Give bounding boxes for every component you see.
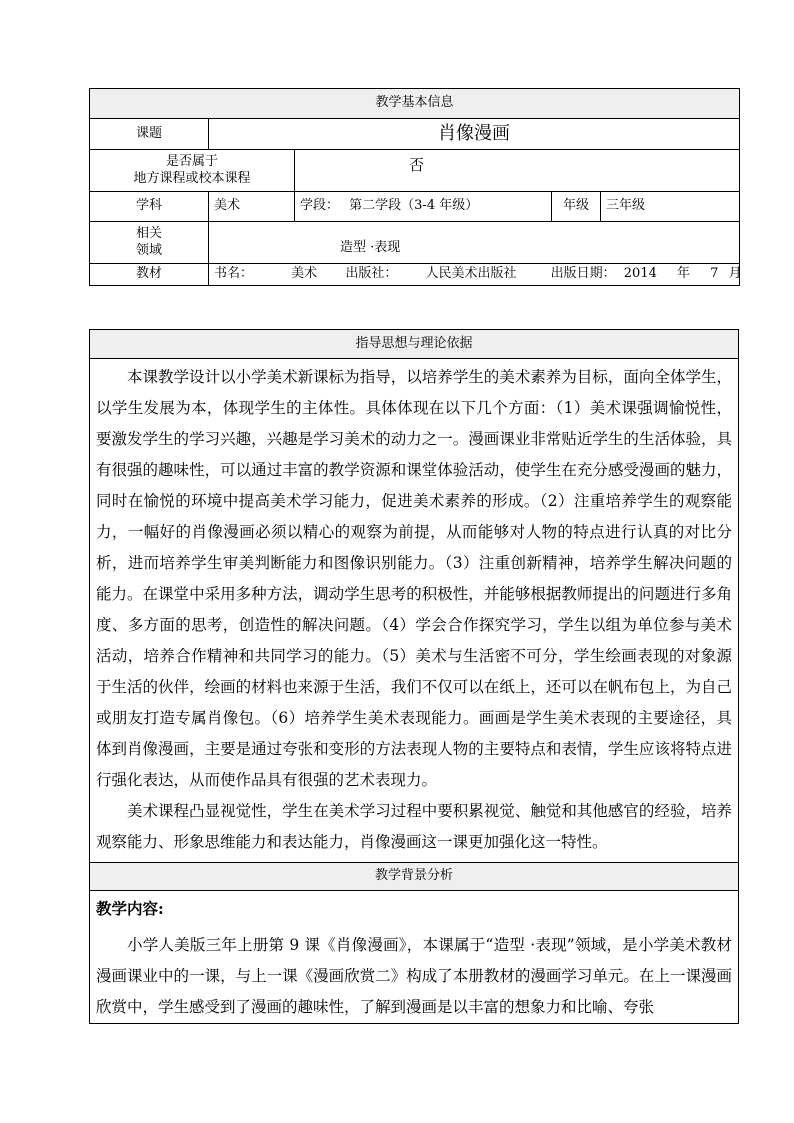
date-year-char: 年 bbox=[677, 266, 691, 282]
publisher-label: 出版社： bbox=[345, 266, 398, 282]
guidance-paragraph-2: 美术课程凸显视觉性，学生在美术学习过程中要积累视觉、触觉和其他感官的经验，培养观察能力、形象思维能力和表达能力，肖像漫画这一课更加强化这一特性。 bbox=[96, 802, 732, 851]
book-value: 美术 bbox=[291, 266, 318, 282]
domain-label-line1: 相关 bbox=[135, 225, 162, 241]
book-label: 书名： bbox=[214, 266, 254, 282]
stage-value: 第二学段（3-4 年级） bbox=[349, 198, 479, 214]
date-label: 出版日期： bbox=[550, 266, 616, 282]
local-course-label bbox=[90, 150, 295, 192]
local-course-label-line2: 地方课程或校本课程 bbox=[133, 170, 251, 186]
guidance-paragraph-1: 本课教学设计以小学美术新课标为指导，以培养学生的美术素养为目标，面向全体学生，以学生发展为本，体现学生的主体性。具体体现在以下几个方面：（1）美术课强调愉悦性，要激发学生的学习兴趣，兴趣是学习美术的动力之一。漫画课业非常贴近学生的生活体验，具有很强的趣味性，可以通过丰富的教学资源和课堂体验活动，使学生在充分感受漫画的魅力，同时在愉悦的环境中提高美术学习能力，促进美术素养的形成。（2）注重培养学生的观察能力，一幅好的肖像漫画必须以精心的观察为前提，从而能够对人物的特点进行认真的对比分析，进而培养学生审美判断能力和图像识别能力。（3）注重创新精神，培养学生解决问题的能力。在课堂中采用多种方法，调动学生思考的积极性，并能够根据教师提出的问题进行多角度、多方面的思考，创造性的解决问题。（4）学会合作探究学习，学生以组为单位参与美术活动，培养合作精神和共同学习的能力。（5）美术与生活密不可分，学生绘画表现的对象源于生活的伙伴，绘画的材料也来源于生活，我们不仅可以在纸上，还可以在帆布包上，为自己或朋友打造专属肖像包。（6）培养学生美术表现能力。画画是学生美术表现的主要途径，具体到肖像漫画，主要是通过夸张和变形的方法表现人物的主要特点和表情，学生应该将特点进行强化表达，从而使作品具有很强的艺术表现力。 bbox=[96, 368, 732, 789]
background-header: 教学背景分析 bbox=[90, 863, 739, 891]
subject-value: 美术 bbox=[209, 192, 295, 222]
grade-value: 三年级 bbox=[601, 192, 740, 222]
analysis-table bbox=[89, 329, 739, 1024]
basic-info-table bbox=[89, 88, 740, 286]
stage-label: 学段： bbox=[300, 198, 340, 214]
topic-value: 肖像漫画 bbox=[209, 119, 740, 150]
local-course-label-line1: 是否属于 bbox=[165, 153, 218, 169]
guidance-body bbox=[90, 359, 739, 863]
stage-cell bbox=[295, 192, 552, 222]
publisher-value: 人民美术出版社 bbox=[425, 266, 517, 282]
textbook-info bbox=[209, 264, 740, 286]
textbook-label: 教材 bbox=[90, 264, 209, 286]
basic-info-header: 教学基本信息 bbox=[90, 89, 740, 119]
content-label: 教学内容: bbox=[96, 899, 164, 918]
background-body bbox=[90, 891, 739, 1024]
topic-label: 课题 bbox=[90, 119, 209, 150]
local-course-value: 否 bbox=[295, 150, 740, 192]
guidance-header: 指导思想与理论依据 bbox=[90, 330, 739, 359]
date-month-char: 月 bbox=[728, 266, 742, 282]
date-year: 2014 bbox=[623, 266, 657, 282]
domain-label-line2: 领域 bbox=[135, 242, 162, 258]
grade-label: 年级 bbox=[552, 192, 601, 222]
date-month: 7 bbox=[710, 266, 719, 282]
subject-label: 学科 bbox=[90, 192, 209, 222]
background-paragraph: 小学人美版三年上册第 9 课《肖像漫画》，本课属于“造型 ·表现”领域，是小学美术教材漫画课业中的一课，与上一课《漫画欣赏二》构成了本册教材的漫画学习单元。在上一课漫画欣赏中，学生感受到了漫画的趣味性，了解到漫画是以丰富的想象力和比喻、夸张 bbox=[96, 936, 732, 1016]
domain-label bbox=[90, 222, 209, 264]
domain-value: 造型 ·表现 bbox=[209, 222, 740, 264]
